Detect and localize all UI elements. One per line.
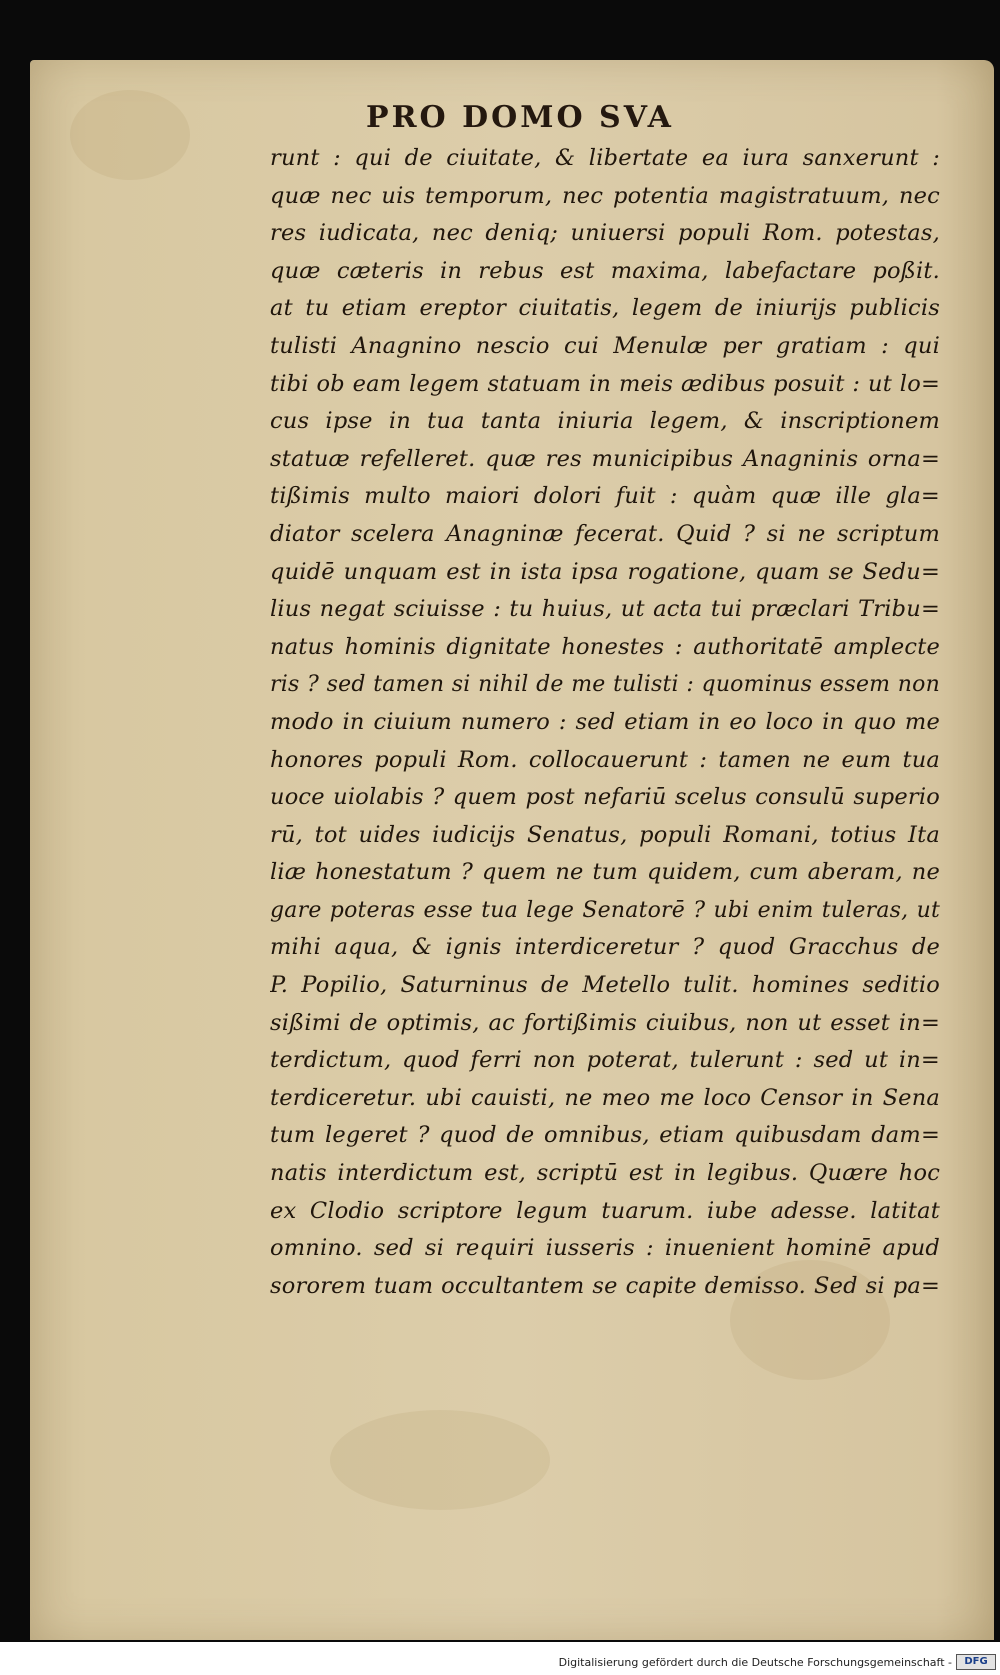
text-line: cus ipse in tua tanta iniuria legem, & inscriptionem: [270, 408, 940, 435]
text-line: natis interdictum est, scriptū est in legibus. Quære hoc: [270, 1160, 940, 1187]
text-line: mihi aqua, & ignis interdiceretur ? quod Gracchus de: [270, 934, 940, 961]
text-line: quidē unquam est in ista ipsa rogatione, quam se Sedu=: [270, 558, 940, 585]
text-line: quæ nec uis temporum, nec potentia magistratuum, nec: [270, 182, 940, 209]
footer-credit: Digitalisierung gefördert durch die Deutsche Forschungsgemeinschaft -: [558, 1656, 952, 1669]
text-line: honores populi Rom. collocauerunt : tamen ne eum tua: [270, 746, 940, 773]
text-line: tißimis multo maiori dolori fuit : quàm quæ ille gla=: [270, 483, 940, 510]
text-line: ris ? sed tamen si nihil de me tulisti : quominus essem non: [270, 672, 940, 698]
text-line: natus hominis dignitate honestes : authoritatē amplecte: [270, 633, 940, 660]
text-line: tibi ob eam legem statuam in meis ædibus posuit : ut lo=: [270, 370, 940, 397]
text-line: gare poteras esse tua lege Senatorē ? ubi enim tuleras, ut: [270, 897, 940, 923]
text-line: statuæ refelleret. quæ res municipibus Anagninis orna=: [270, 445, 940, 472]
text-block: [270, 140, 940, 1305]
text-line: quæ cæteris in rebus est maxima, labefactare poßit.: [270, 257, 940, 284]
text-line: at tu etiam ereptor ciuitatis, legem de iniurijs publicis: [270, 295, 940, 322]
text-line: liæ honestatum ? quem ne tum quidem, cum aberam, ne: [270, 859, 940, 886]
text-line: rū, tot uides iudicijs Senatus, populi Romani, totius Ita: [270, 821, 940, 848]
text-line: terdiceretur. ubi cauisti, ne meo me loco Censor in Sena: [270, 1084, 940, 1111]
text-line: terdictum, quod ferri non poterat, tulerunt : sed ut in=: [270, 1047, 940, 1074]
dfg-logo: DFG: [956, 1654, 996, 1670]
text-line: lius negat sciuisse : tu huius, ut acta tui præclari Tribu=: [270, 596, 940, 623]
text-line: modo in ciuium numero : sed etiam in eo loco in quo me: [270, 708, 940, 735]
text-line: omnino. sed si requiri iusseris : inuenient hominē apud: [270, 1235, 940, 1262]
text-line: tulisti Anagnino nescio cui Menulæ per gratiam : qui: [270, 332, 940, 359]
text-line: P. Popilio, Saturninus de Metello tulit. homines seditio: [270, 972, 940, 999]
running-head: PRO DOMO SVA: [366, 100, 674, 135]
paper-stain: [330, 1410, 550, 1510]
text-line: uoce uiolabis ? quem post nefariū scelus consulū superio: [270, 784, 940, 811]
text-line: sißimi de optimis, ac fortißimis ciuibus, non ut esset in=: [270, 1009, 940, 1036]
text-line: res iudicata, nec deniq; uniuersi populi Rom. potestas,: [270, 220, 940, 247]
text-line: tum legeret ? quod de omnibus, etiam quibusdam dam=: [270, 1122, 940, 1149]
text-line: sororem tuam occultantem se capite demisso. Sed si pa=: [270, 1272, 940, 1299]
text-line: ex Clodio scriptore legum tuarum. iube adesse. latitat: [270, 1197, 940, 1224]
text-line: diator scelera Anagninæ fecerat. Quid ? si ne scriptum: [270, 520, 940, 547]
text-line: runt : qui de ciuitate, & libertate ea iura sanxerunt :: [270, 145, 940, 171]
